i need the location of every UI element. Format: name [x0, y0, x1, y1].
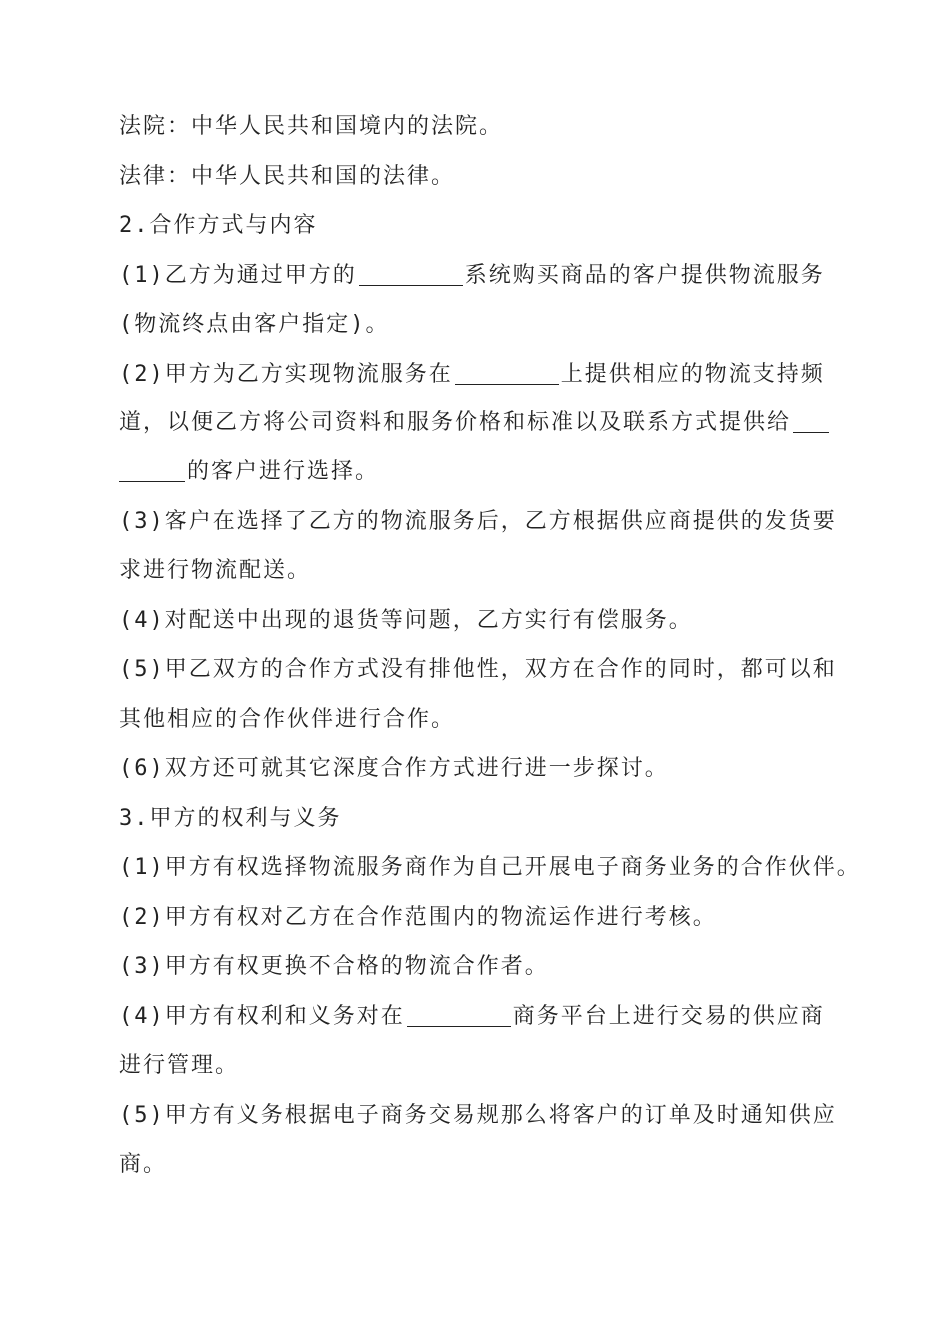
clause-2-3-line-1: (3)客户在选择了乙方的物流服务后，乙方根据供应商提供的发货要 [119, 508, 837, 534]
section-heading-cooperation: 2.合作方式与内容 [119, 213, 318, 238]
clause-3-3: (3)甲方有权更换不合格的物流合作者。 [119, 954, 549, 979]
fill-blank [119, 455, 185, 482]
clause-2-1-line-1: (1)乙方为通过甲方的 系统购买商品的客户提供物流服务 [119, 251, 835, 301]
clause-3-5-line-1: (5)甲方有义务根据电子商务交易规那么将客户的订单及时通知供应 [119, 1102, 837, 1128]
clause-3-1: (1)甲方有权选择物流服务商作为自己开展电子商务业务的合作伙伴。 [119, 855, 861, 880]
clause-2-6: (6)双方还可就其它深度合作方式进行进一步探讨。 [119, 756, 669, 781]
clause-3-2: (2)甲方有权对乙方在合作范围内的物流运作进行考核。 [119, 904, 717, 930]
clause-2-1-line-2: (物流终点由客户指定)。 [119, 312, 390, 337]
fill-blank [407, 1000, 511, 1027]
fill-blank [455, 358, 559, 385]
fill-blank [793, 406, 829, 433]
definition-law: 法律：中华人民共和国的法律。 [119, 163, 456, 189]
clause-2-2-line-1: (2)甲方为乙方实现物流服务在 上提供相应的物流支持频 [119, 350, 835, 400]
clause-2-2-line-2: 道，以便乙方将公司资料和服务价格和标准以及联系方式提供给 [119, 399, 835, 447]
clause-2-5-line-1: (5)甲乙双方的合作方式没有排他性，双方在合作的同时，都可以和 [119, 657, 837, 682]
clause-3-5-line-2: 商。 [119, 1152, 168, 1177]
definition-court: 法院：中华人民共和国境内的法院。 [119, 114, 504, 139]
section-heading-rights: 3.甲方的权利与义务 [119, 805, 342, 831]
clause-2-2-line-3: 的客户进行选择。 [119, 447, 835, 497]
clause-2-3-line-2: 求进行物流配送。 [119, 558, 312, 583]
clause-2-4: (4)对配送中出现的退货等问题，乙方实行有偿服务。 [119, 607, 693, 633]
document-page [119, 102, 861, 1190]
clause-3-4-line-1: (4)甲方有权利和义务对在 商务平台上进行交易的供应商 [119, 992, 835, 1042]
fill-blank [359, 259, 463, 286]
clause-2-5-line-2: 其他相应的合作伙伴进行合作。 [119, 706, 456, 732]
clause-3-4-line-2: 进行管理。 [119, 1053, 240, 1078]
